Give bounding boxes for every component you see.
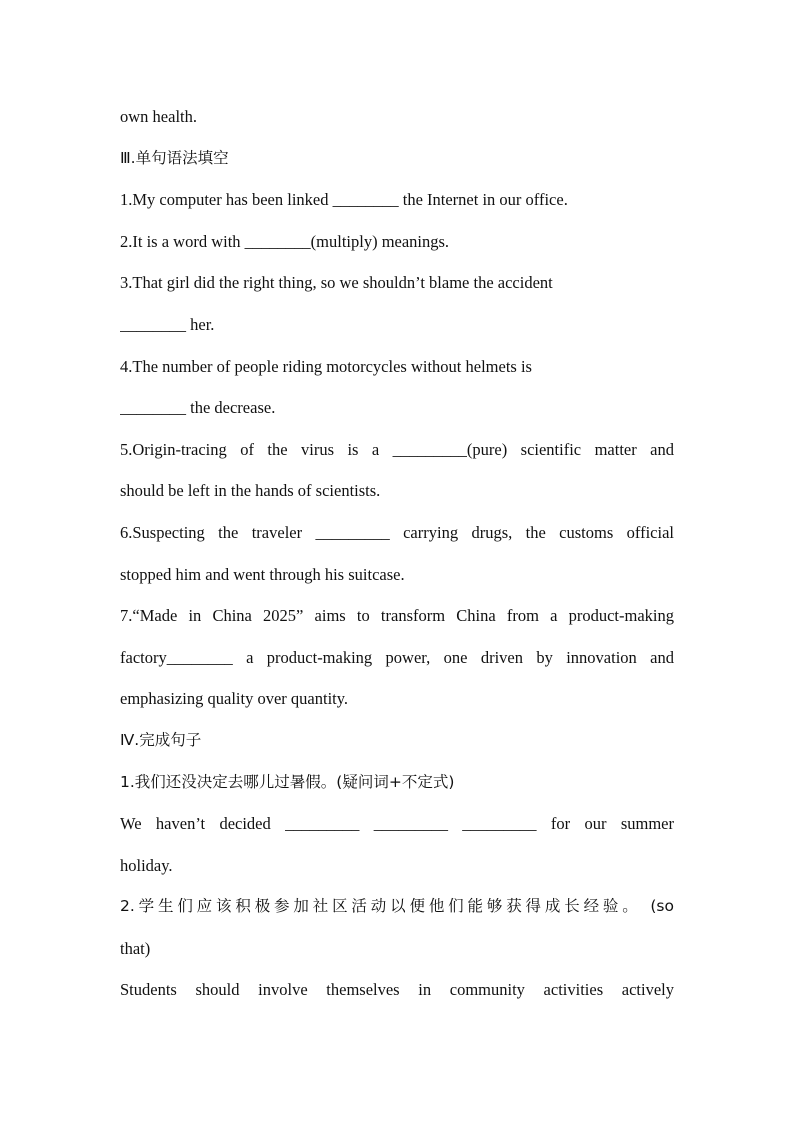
question-line: 4.The number of people riding motorcycles without helmets is [120, 356, 532, 376]
question-line: ________ her. [120, 314, 215, 334]
question-line: that) [120, 938, 151, 958]
question-line: stopped him and went through his suitcase. [120, 564, 405, 584]
question-line: We haven’t decided _________ _________ _________ for our summer [120, 814, 674, 834]
question-line: ________ the decrease. [120, 398, 276, 418]
question-line: Students should involve themselves in community activities actively [120, 980, 674, 1000]
question-line: 5.Origin-tracing of the virus is a _________(pure) scientific matter and [120, 439, 674, 459]
question-line: 6.Suspecting the traveler _________ carrying drugs, the customs official [120, 522, 674, 542]
section-heading-sentences: Ⅳ.完成句子 [120, 730, 202, 749]
question-line: emphasizing quality over quantity. [120, 689, 349, 709]
question-line: 2.学生们应该积极参加社区活动以便他们能够获得成长经验。 (so [120, 897, 674, 916]
question-line: factory________ a product-making power, one driven by innovation and [120, 647, 674, 667]
question-line: should be left in the hands of scientists. [120, 481, 381, 501]
question-line: 7.“Made in China 2025” aims to transform China from a product-making [120, 606, 674, 626]
question-line: 1.我们还没决定去哪儿过暑假。(疑问词+不定式) [120, 772, 455, 791]
question-line: 1.My computer has been linked ________ the Internet in our office. [120, 190, 568, 210]
section-heading-grammar: Ⅲ.单句语法填空 [120, 148, 229, 167]
text-line: own health. [120, 107, 197, 126]
question-line: holiday. [120, 855, 173, 875]
document-page [120, 96, 674, 1011]
question-line: 2.It is a word with ________(multiply) meanings. [120, 231, 450, 251]
question-line: 3.That girl did the right thing, so we shouldn’t blame the accident [120, 273, 553, 293]
